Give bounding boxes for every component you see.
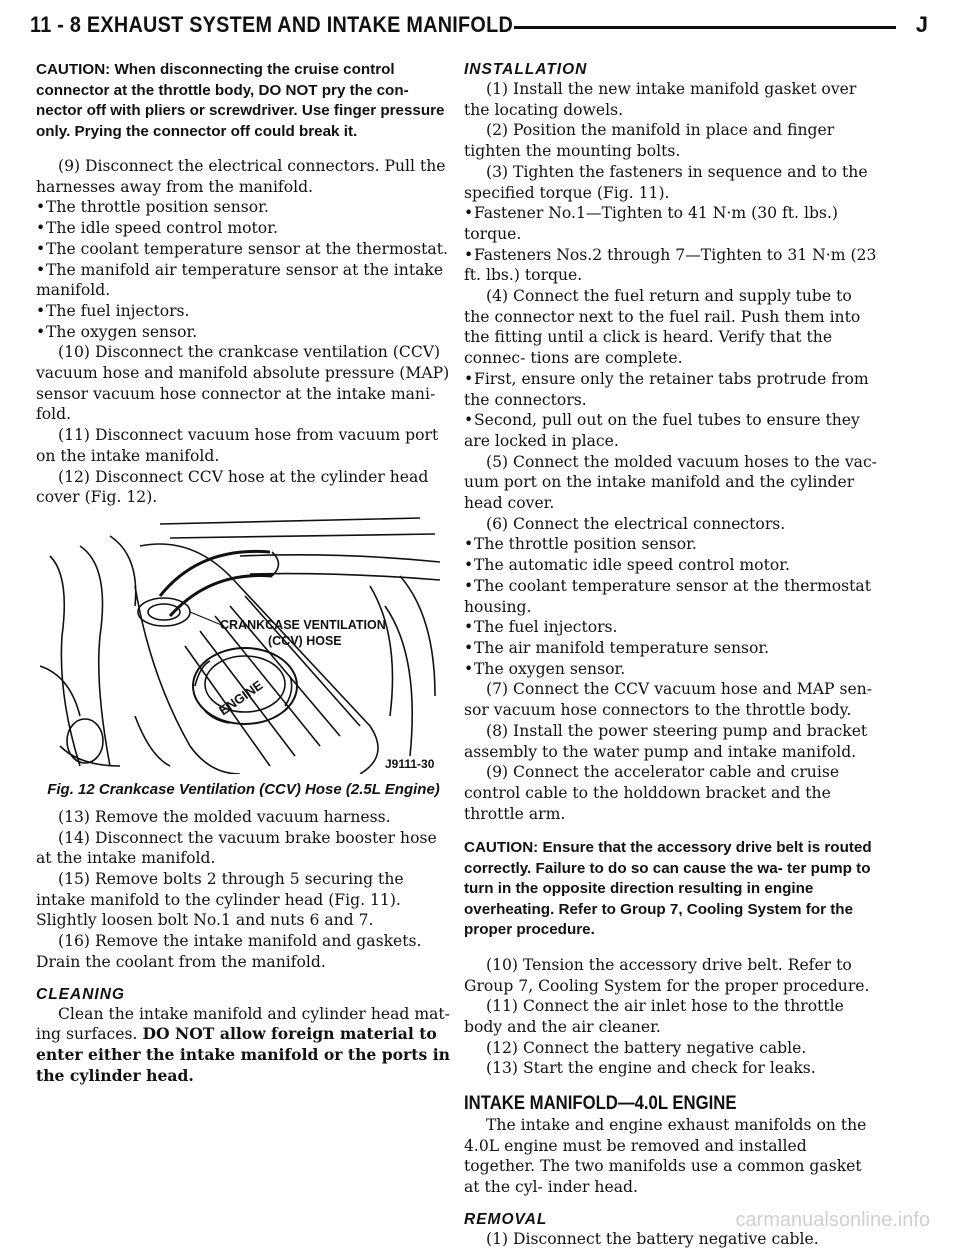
bullet-icon: •: [36, 239, 46, 258]
install-step-1: (1) Install the new intake manifold gasket over the locating dowels.: [464, 80, 857, 119]
bullet-icon: •: [464, 659, 474, 678]
bullet-list-9: [36, 197, 451, 342]
bullet-icon: •: [464, 369, 474, 388]
section-heading-4l: INTAKE MANIFOLD—4.0L ENGINE: [464, 1093, 737, 1115]
list-item: •The throttle position sensor.: [36, 198, 269, 217]
list-item: •Fastener No.1—Tighten to 41 N·m (30 ft. lbs.) torque.: [464, 204, 838, 243]
cleaning-heading: CLEANING: [36, 985, 125, 1003]
bullet-icon: •: [464, 411, 474, 430]
install-step-10: (10) Tension the accessory drive belt. Refer to Group 7, Cooling System for the proper procedure.: [464, 955, 870, 995]
install-step-8: (8) Install the power steering pump and bracket assembly to the water pump and intake manifold.: [464, 721, 868, 761]
removal-heading: REMOVAL: [464, 1210, 548, 1228]
step-13: (13) Remove the molded vacuum harness.: [58, 807, 391, 826]
header-letter: J: [915, 12, 928, 37]
header-rule: [514, 26, 896, 29]
figure-label-line2: (CCV) HOSE: [268, 633, 342, 648]
list-item: •First, ensure only the retainer tabs protrude from the connectors.: [464, 369, 869, 409]
step-16: (16) Remove the intake manifold and gaskets. Drain the coolant from the manifold.: [36, 932, 422, 971]
bullet-icon: •: [36, 198, 46, 217]
figure-label-line1: CRANKCASE VENTILATION: [220, 617, 386, 632]
installation-heading: INSTALLATION: [464, 61, 588, 78]
list-item: •The throttle position sensor.: [464, 535, 697, 554]
bullet-icon: •: [464, 535, 474, 554]
removal-step-1: (1) Disconnect the battery negative cable.: [486, 1229, 819, 1248]
install-step-9: (9) Connect the accelerator cable and cruise control cable to the holddown bracket and the throttle arm.: [464, 763, 840, 823]
install-step-6: (6) Connect the electrical connectors.: [486, 514, 786, 533]
step-12: (12) Disconnect CCV hose at the cylinder head cover (Fig. 12).: [36, 467, 429, 507]
list-item: •The coolant temperature sensor at the thermostat.: [36, 239, 448, 258]
caution-drive-belt: CAUTION: Ensure that the accessory drive belt is routed correctly. Failure to do so can cause the wa- ter pump to turn in the opposite direction resulting in engine overheating. Refer to Group 7, Cooling System for the proper procedure.: [464, 839, 872, 939]
install-step-5: (5) Connect the molded vacuum hoses to the vac- uum port on the intake manifold and the cylinder head cover.: [464, 452, 877, 513]
step-14: (14) Disconnect the vacuum brake booster hose at the intake manifold.: [36, 828, 437, 868]
bullet-icon: •: [464, 556, 474, 575]
install-step-13: (13) Start the engine and check for leaks.: [486, 1059, 816, 1078]
watermark: carmanualsonline.info: [735, 1209, 930, 1231]
install-step-3: (3) Tighten the fasteners in sequence and to the specified torque (Fig. 11).: [464, 162, 868, 202]
page-header: [30, 12, 930, 54]
bullet-icon: •: [36, 301, 46, 320]
engine-illustration: [40, 516, 445, 774]
list-item: •The oxygen sensor.: [464, 659, 626, 678]
caution-cruise-connector: CAUTION: When disconnecting the cruise control connector at the throttle body, DO NOT pry the con- nector off with pliers or screwdriver. Use finger pressure only. Prying the connector off could break it.: [36, 61, 445, 140]
list-item: •Fasteners Nos.2 through 7—Tighten to 31 N·m (23 ft. lbs.) torque.: [464, 245, 877, 285]
list-item: •Second, pull out on the fuel tubes to ensure they are locked in place.: [464, 411, 860, 450]
install-step-12: (12) Connect the battery negative cable.: [486, 1038, 807, 1057]
list-item: •The oxygen sensor.: [36, 322, 198, 341]
list-item: •The automatic idle speed control motor.: [464, 556, 790, 575]
cleaning-paragraph: Clean the intake manifold and cylinder head mat- ing surfaces. DO NOT allow foreign material to enter either the intake manifold or the ports in the cylinder head.: [36, 1004, 450, 1085]
bullet-icon: •: [36, 219, 46, 238]
list-item: •The fuel injectors.: [464, 618, 618, 637]
bullet-icon: •: [464, 576, 474, 595]
step-15: (15) Remove bolts 2 through 5 securing the intake manifold to the cylinder head (Fig. 11). Slightly loosen bolt No.1 and nuts 6 and 7.: [36, 870, 404, 930]
bullet-icon: •: [464, 245, 474, 264]
install-step-11: (11) Connect the air inlet hose to the throttle body and the air cleaner.: [464, 997, 844, 1036]
list-item: •The manifold air temperature sensor at the intake manifold.: [36, 260, 444, 300]
list-item: •The coolant temperature sensor at the thermostat housing.: [464, 576, 871, 616]
install-step-2: (2) Position the manifold in place and finger tighten the mounting bolts.: [464, 121, 835, 161]
cap-engine-text: ENGINE: [216, 677, 266, 719]
step-11: (11) Disconnect vacuum hose from vacuum port on the intake manifold.: [36, 426, 439, 465]
bullet-icon: •: [464, 204, 474, 223]
section-intro: The intake and engine exhaust manifolds on the 4.0L engine must be removed and installed together. The two manifolds use a common gasket at the cyl- inder head.: [464, 1116, 867, 1197]
bullet-icon: •: [36, 322, 46, 341]
bullet-icon: •: [36, 260, 46, 279]
list-item: •The air manifold temperature sensor.: [464, 638, 770, 657]
figure-caption: Fig. 12 Crankcase Ventilation (CCV) Hose (2.5L Engine): [47, 780, 440, 798]
list-item: •The fuel injectors.: [36, 301, 190, 320]
install-step-4: (4) Connect the fuel return and supply tube to the connector next to the fuel rail. Push them into the fitting until a click is heard. Verify that the connec- tions are complete.: [464, 287, 861, 368]
left-column: [36, 60, 451, 1086]
bullet-icon: •: [464, 638, 474, 657]
bullet-icon: •: [464, 618, 474, 637]
step-10: (10) Disconnect the crankcase ventilation (CCV) vacuum hose and manifold absolute pressure (MAP) sensor vacuum hose connector at the intake mani- fold.: [36, 343, 450, 424]
right-column: [464, 60, 879, 1250]
figure-ccv-hose: [40, 516, 445, 774]
step-9: (9) Disconnect the electrical connectors. Pull the harnesses away from the manifold.: [36, 157, 446, 196]
figure-code: J9111-30: [385, 756, 435, 771]
install-step-7: (7) Connect the CCV vacuum hose and MAP sen- sor vacuum hose connectors to the throttle body.: [464, 680, 872, 720]
list-item: •The idle speed control motor.: [36, 219, 278, 238]
header-title: 11 - 8 EXHAUST SYSTEM AND INTAKE MANIFOLD: [30, 12, 514, 37]
